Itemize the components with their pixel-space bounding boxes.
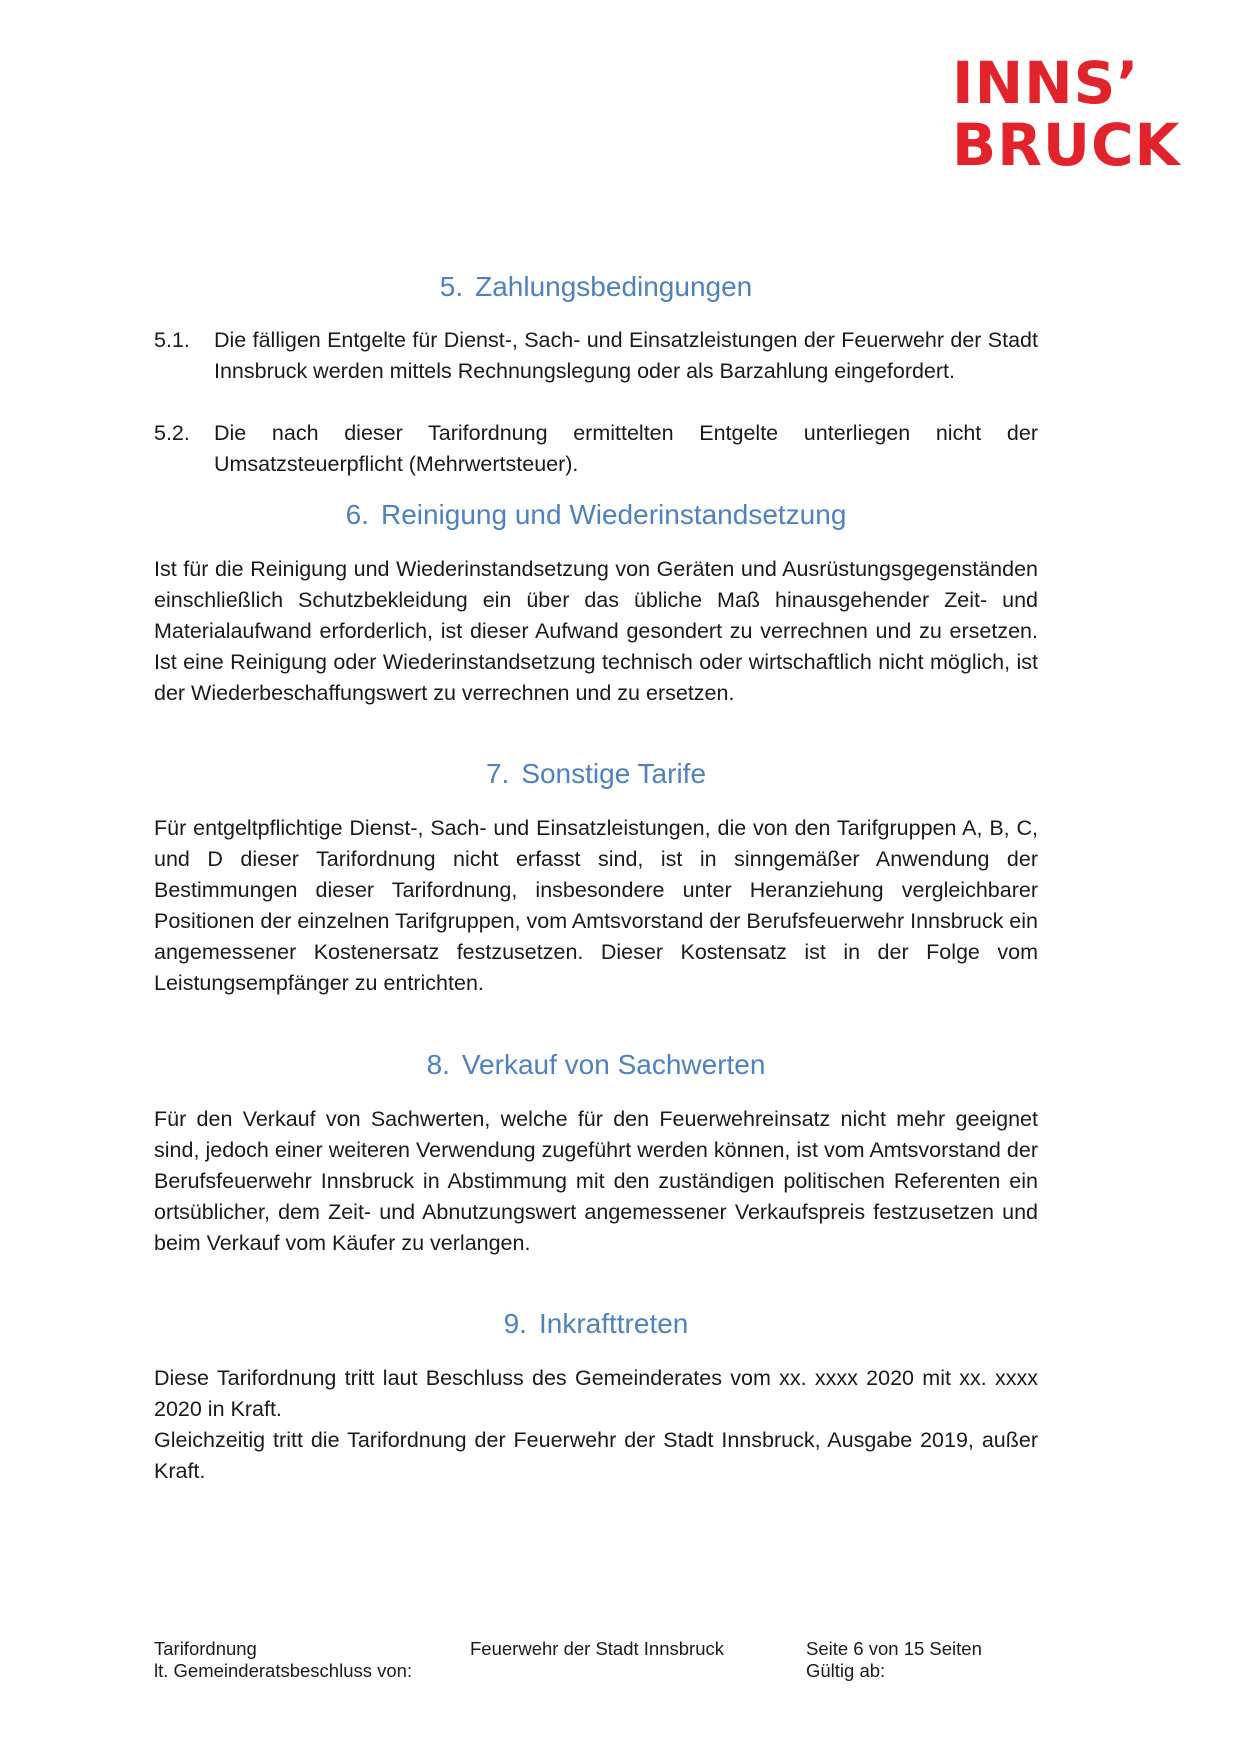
clause-5-1-text: Die fälligen Entgelte für Dienst-, Sach- und Einsatzleistungen der Feuerwehr der Stadt Innsbruck werden mittels Rechnungslegung oder als Barzahlung eingefordert. bbox=[214, 328, 1038, 383]
clause-5-2-number: 5.2. bbox=[154, 421, 190, 445]
section-8-heading bbox=[154, 1048, 1038, 1082]
section-6-text: Ist für die Reinigung und Wiederinstandsetzung von Geräten und Ausrüstungsgegenständen einschließlich Schutzbekleidung ein über das übliche Maß hinausgehender Zeit- und Materialaufwand erforderlich, ist dieser Aufwand gesondert zu verrechnen und zu ersetzen. Ist eine Reinigung oder Wiederinstandsetzung technisch oder wirtschaftlich nicht möglich, ist der Wiederbeschaffungswert zu verrechnen und zu ersetzen. bbox=[154, 557, 1038, 705]
section-6-title: Reinigung und Wiederinstandsetzung bbox=[380, 499, 847, 530]
section-9-text-1: Diese Tarifordnung tritt laut Beschluss des Gemeinderates vom xx. xxxx 2020 mit xx. xxxx 2020 in Kraft. bbox=[154, 1366, 1038, 1421]
logo-line-1: INNS’ bbox=[952, 49, 1140, 117]
clause-5-1 bbox=[154, 325, 1038, 387]
section-8-title: Verkauf von Sachwerten bbox=[461, 1049, 766, 1080]
section-9-number: 9. bbox=[503, 1308, 527, 1339]
clause-5-1-number: 5.1. bbox=[154, 328, 190, 352]
section-9-text-2: Gleichzeitig tritt die Tarifordnung der Feuerwehr der Stadt Innsbruck, Ausgabe 2019, außer Kraft. bbox=[154, 1428, 1038, 1483]
section-7-title: Sonstige Tarife bbox=[521, 758, 707, 789]
section-6-heading bbox=[154, 498, 1038, 532]
section-5-title: Zahlungsbedingungen bbox=[475, 271, 753, 302]
clause-5-2 bbox=[154, 418, 1038, 480]
clause-5-2-text: Die nach dieser Tarifordnung ermittelten Entgelte unterliegen nicht der Umsatzsteuerpflicht (Mehrwertsteuer). bbox=[214, 421, 1038, 476]
section-7-number: 7. bbox=[485, 758, 510, 789]
footer-resolution-label: lt. Gemeinderatsbeschluss von: bbox=[154, 1660, 413, 1681]
footer-valid-from: Gültig ab: bbox=[806, 1660, 886, 1681]
section-6-number: 6. bbox=[345, 499, 369, 530]
section-5-heading bbox=[154, 270, 1038, 304]
footer-left bbox=[154, 1638, 412, 1682]
footer-right bbox=[806, 1638, 982, 1682]
section-7-text: Für entgeltpflichtige Dienst-, Sach- und Einsatzleistungen, die von den Tarifgruppen A, B, C, und D dieser Tarifordnung nicht erfasst sind, ist in sinngemäßer Anwendung der Bestimmungen dieser Tarifordnung, insbesondere unter Heranziehung vergleichbarer Positionen der einzelnen Tarifgruppen, vom Amtsvorstand der Berufsfeuerwehr Innsbruck ein angemessener Kostenersatz festzusetzen. Dieser Kostensatz ist in der Folge vom Leistungsempfänger zu entrichten. bbox=[154, 816, 1038, 995]
section-8-text: Für den Verkauf von Sachwerten, welche für den Feuerwehreinsatz nicht mehr geeignet sind, jedoch einer weiteren Verwendung zugeführt werden können, ist vom Amtsvorstand der Berufsfeuerwehr Innsbruck in Abstimmung mit den zuständigen politischen Referenten ein ortsüblicher, dem Zeit- und Abnutzungswert angemessener Verkaufspreis festzusetzen und beim Verkauf vom Käufer zu verlangen. bbox=[154, 1107, 1038, 1255]
logo-line-2: BRUCK bbox=[952, 111, 1181, 179]
section-7-heading bbox=[154, 757, 1038, 791]
footer-organization: Feuerwehr der Stadt Innsbruck bbox=[470, 1638, 724, 1659]
section-9-title: Inkrafttreten bbox=[538, 1308, 689, 1339]
section-8-number: 8. bbox=[426, 1049, 450, 1080]
footer-center bbox=[470, 1638, 724, 1660]
section-5-number: 5. bbox=[439, 271, 464, 302]
footer-page-number: Seite 6 von 15 Seiten bbox=[806, 1638, 982, 1659]
innsbruck-logo bbox=[952, 49, 1181, 179]
footer-doc-title: Tarifordnung bbox=[154, 1638, 257, 1659]
section-9-heading bbox=[154, 1307, 1038, 1341]
document-body bbox=[154, 270, 1038, 1487]
